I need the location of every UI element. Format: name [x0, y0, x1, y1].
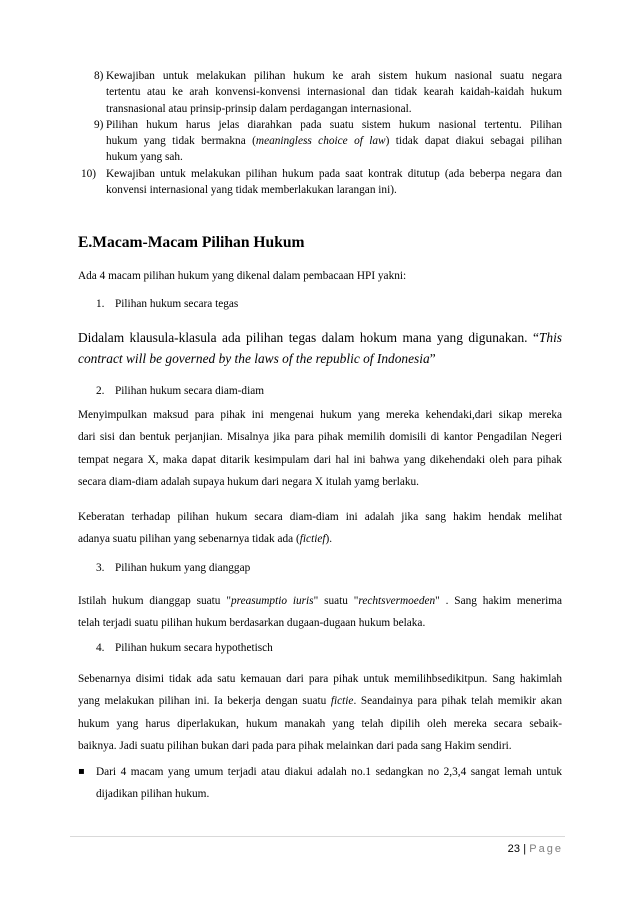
page-number: 23 — [507, 843, 521, 855]
italic-term: preasumptio iuris — [230, 595, 314, 607]
list-text-line: Kewajiban untuk melakukan pilihan hukum pada saat kontrak ditutup (ada beberpa negara dan — [106, 167, 562, 180]
italic-quote: contract will be governed by the laws of the republic of Indonesia — [78, 351, 430, 366]
list-text-line: Kewajiban untuk melakukan pilihan hukum ke arah sistem hukum nasional suatu negara — [106, 70, 562, 82]
text-line: dijadikan pilihan hukum. — [96, 788, 210, 801]
text-run: ” — [429, 351, 436, 366]
italic-term: This — [538, 330, 562, 345]
subsection-title: Pilihan hukum secara diam-diam — [115, 385, 265, 397]
text-line — [78, 348, 562, 369]
text-line — [78, 690, 562, 712]
text-line — [78, 327, 562, 348]
subsection-4 — [96, 642, 273, 654]
text-run: " suatu " — [313, 595, 359, 607]
subsection-3 — [96, 562, 250, 574]
text-line: Dari 4 macam yang umum terjadi atau diakui adalah no.1 sedangkan no 2,3,4 sangat lemah untuk — [96, 766, 562, 778]
bullet-conclusion — [78, 761, 562, 806]
list-item-10 — [78, 166, 562, 199]
subsection-2 — [96, 385, 264, 397]
section-heading: E.Macam-Macam Pilihan Hukum — [78, 234, 305, 251]
text-line: dari sisi dan bentuk perjanjian. Misalnya jika para pihak memilih domisili di kantor Pengadilan Negeri — [78, 431, 562, 444]
list-text-line: transnasional atau prinsip-prinsip dalam perdagangan internasional. — [106, 102, 412, 115]
text-run: ). — [325, 533, 333, 546]
text-run: yang melakukan pilihan ini. Ia bekerja dengan suatu — [78, 695, 331, 708]
italic-term: fictie — [330, 695, 354, 708]
numbered-list — [78, 68, 562, 198]
text-line: baiknya. Jadi suatu pilihan bukan dari pada para pihak melainkan dari pada sang Hakim sendiri. — [78, 739, 512, 752]
paragraph-keberatan — [78, 506, 562, 551]
text-line: secara diam-diam adalah supaya hukum dari negara X itulah yamg berlaku. — [78, 475, 419, 488]
list-item-9 — [78, 117, 562, 166]
list-text-line: tertentu atau ke arah konvensi-konvensi internasional dan tidak kearah kaidah-kaidah hukum — [106, 86, 562, 99]
text-line: tempat negara X, maka dapat ditarik kesimpulam dari hal ini bahwa yang dikehendaki oleh para pihak — [78, 453, 562, 466]
text-line: Sebenarnya disimi tidak ada satu kemauan dari para pihak untuk memilihbsedikitpun. Sang hakimlah — [78, 673, 562, 685]
page-label: Page — [529, 843, 563, 855]
list-text-line — [106, 133, 562, 149]
text-line — [78, 590, 562, 612]
text-line: Menyimpulkan maksud para pihak ini mengenai hukum yang mereka kehendaki,dari sikap mereka — [78, 409, 562, 421]
subsection-number: 2. — [96, 385, 105, 397]
paragraph-dianggap — [78, 590, 562, 635]
subsection-number: 3. — [96, 562, 105, 574]
subsection-number: 1. — [96, 298, 105, 310]
subsection-title: Pilihan hukum yang dianggap — [115, 562, 251, 574]
italic-term: meaningless choice of law — [255, 135, 386, 148]
text-run: ) tidak dapat diakui sebagai pilihan — [385, 135, 562, 148]
list-text-line: hukum yang sah. — [106, 151, 183, 164]
list-number: 9) — [94, 118, 104, 131]
text-run: . Seandainya para pihak telah memikir akan — [353, 695, 562, 708]
text-line: hukum yang harus diperlakukan, hukum manakah yang telah dipilih oleh mereka secara sebaik- — [78, 717, 562, 730]
paragraph-diam-diam — [78, 404, 562, 493]
list-text-line: Pilihan hukum harus jelas diarahkan pada suatu sistem hukum nasional tertentu. Pilihan — [106, 118, 562, 131]
text-run: " . Sang hakim menerima — [435, 595, 563, 607]
footer-separator: | — [523, 843, 527, 855]
text-line: Keberatan terhadap pilihan hukum secara diam-diam ini adalah jika sang hakim hendak melihat — [78, 511, 562, 523]
square-bullet-icon: ▪ — [78, 766, 85, 777]
subsection-title: Pilihan hukum secara hypothetisch — [115, 642, 273, 654]
text-line: telah terjadi suatu pilihan hukum berdasarkan dugaan-dugaan hukum belaka. — [78, 617, 426, 630]
footer-divider — [70, 836, 565, 837]
list-number: 10) — [81, 167, 97, 180]
paragraph-pilihan-tegas — [78, 327, 562, 369]
subsection-title: Pilihan hukum secara tegas — [115, 298, 239, 310]
intro-paragraph — [78, 265, 562, 287]
page-footer — [508, 843, 563, 855]
text-line — [78, 528, 562, 550]
text-line: Ada 4 macam pilihan hukum yang dikenal dalam pembacaan HPI yakni: — [78, 270, 407, 282]
text-run: hukum yang tidak bermakna ( — [106, 135, 256, 148]
list-item-8 — [78, 68, 562, 117]
text-run: Didalam klausula-klasula ada pilihan tegas dalam hokum mana yang digunakan. “ — [78, 330, 539, 345]
list-number: 8) — [94, 70, 104, 82]
paragraph-hypothetisch — [78, 668, 562, 757]
italic-term: rechtsvermoeden — [358, 595, 436, 607]
subsection-1 — [96, 298, 238, 310]
text-run: adanya suatu pilihan yang sebenarnya tidak ada ( — [78, 533, 300, 546]
italic-term: fictief — [299, 533, 326, 546]
text-run: Istilah hukum dianggap suatu " — [78, 595, 231, 607]
subsection-number: 4. — [96, 642, 105, 654]
list-text-line: konvensi internasional yang tidak memberlakukan larangan ini). — [106, 184, 397, 197]
